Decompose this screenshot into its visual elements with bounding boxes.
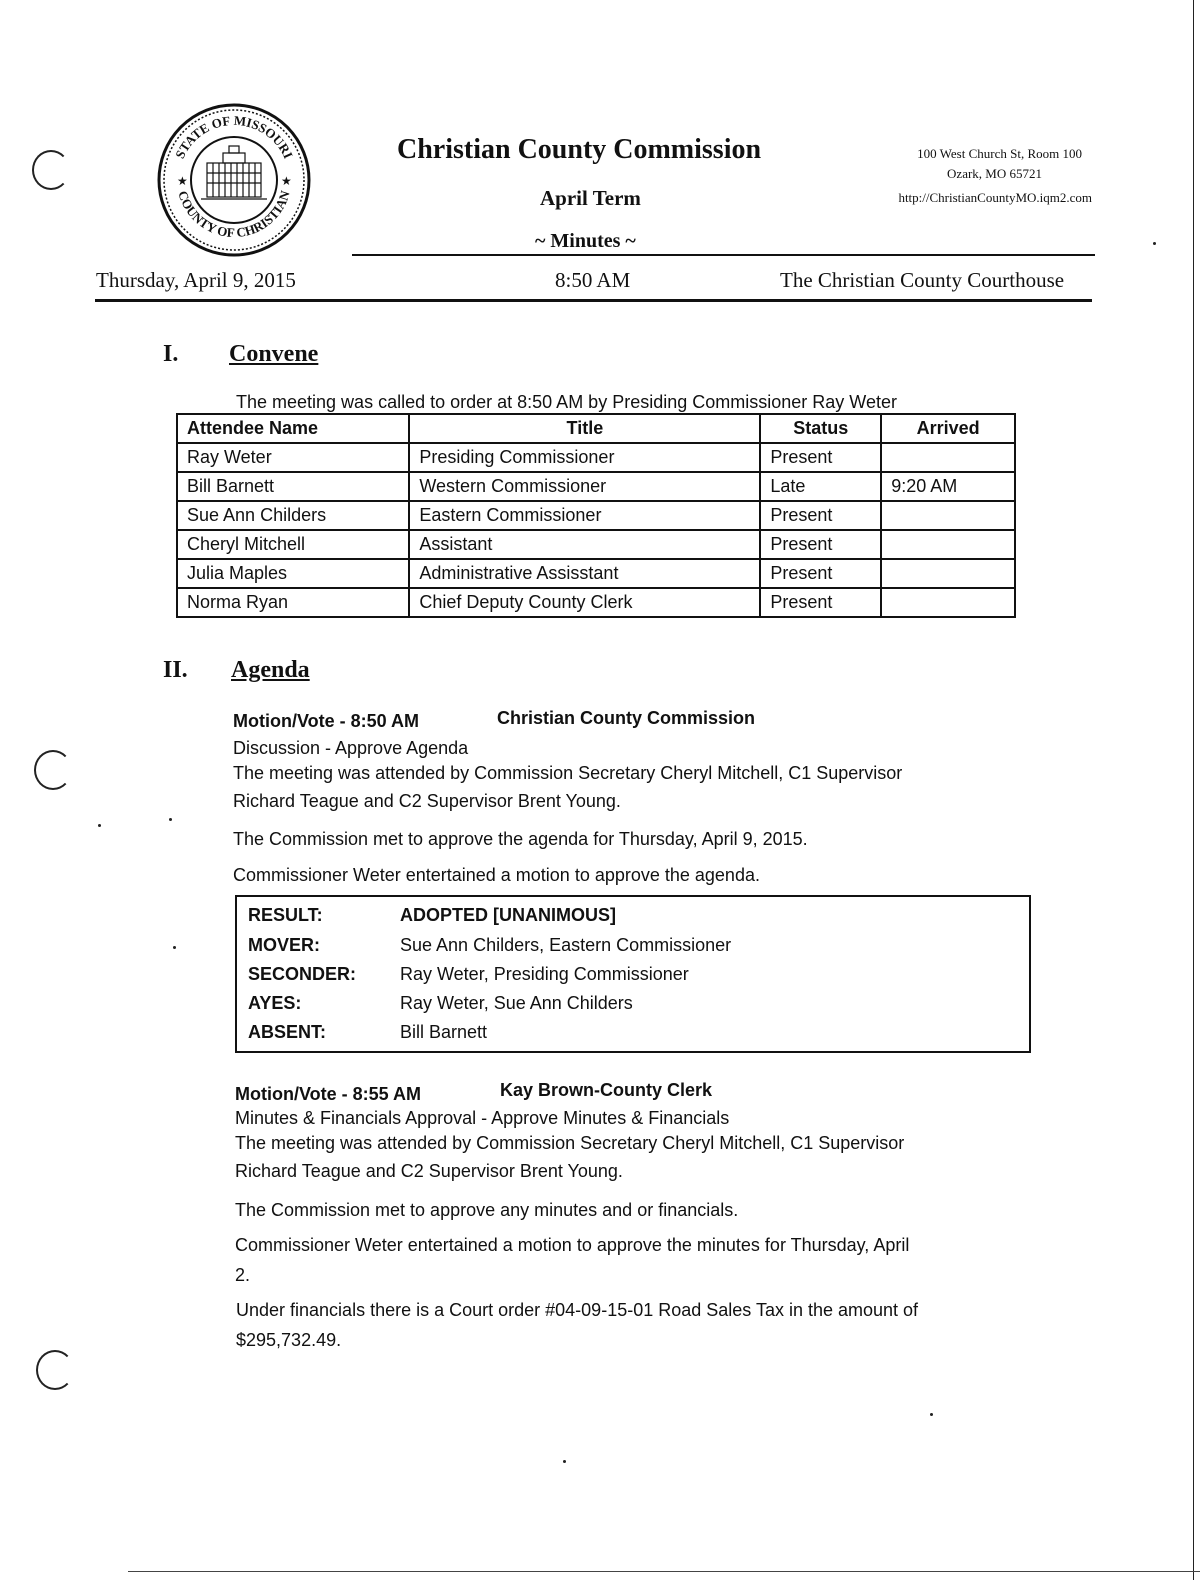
header-rule (352, 254, 1095, 256)
column-header: Arrived (881, 414, 1015, 443)
discussion-line: Minutes & Financials Approval - Approve Minutes & Financials (235, 1108, 730, 1128)
attendee-title: Western Commissioner (409, 472, 760, 501)
attendee-status: Late (760, 472, 881, 501)
attendee-arrived (881, 501, 1015, 530)
column-header: Attendee Name (177, 414, 409, 443)
punch-hole (34, 750, 72, 790)
organization-title: Christian County Commission (397, 134, 762, 165)
table-row (177, 472, 1015, 501)
page-edge (128, 1571, 1200, 1572)
attendee-arrived (881, 530, 1015, 559)
paragraph: Commissioner Weter entertained a motion to approve the agenda. (233, 865, 760, 885)
attended-line: The meeting was attended by Commission Secretary Cheryl Mitchell, C1 Supervisor (235, 1133, 905, 1153)
attendee-status: Present (760, 501, 881, 530)
vote-seconder: Ray Weter, Presiding Commissioner (400, 964, 689, 984)
table-row (177, 559, 1015, 588)
paragraph: The Commission met to approve the agenda for Thursday, April 9, 2015. (233, 829, 808, 849)
document-type: ~ Minutes ~ (535, 230, 636, 252)
vote-result: ADOPTED [UNANIMOUS] (400, 905, 616, 925)
attendee-title: Administrative Assisstant (409, 559, 760, 588)
attendee-title: Assistant (409, 530, 760, 559)
attendee-status: Present (760, 530, 881, 559)
motion-time: Motion/Vote - 8:55 AM (235, 1084, 421, 1104)
vote-result-box (235, 895, 1031, 1053)
punch-hole (32, 150, 70, 190)
section-number: I. (163, 341, 179, 367)
attendee-name: Cheryl Mitchell (177, 530, 409, 559)
attendee-name: Sue Ann Childers (177, 501, 409, 530)
address-line-2: Ozark, MO 65721 (947, 166, 1042, 181)
scan-speck (563, 1460, 566, 1463)
discussion-line: Discussion - Approve Agenda (233, 738, 469, 758)
scan-speck (98, 824, 101, 827)
attendee-status: Present (760, 559, 881, 588)
section-number: II. (163, 657, 188, 683)
county-seal-logo (157, 103, 311, 257)
attendee-arrived (881, 559, 1015, 588)
punch-hole (36, 1350, 74, 1390)
attendee-status: Present (760, 443, 881, 472)
attendee-arrived (881, 588, 1015, 617)
attendee-arrived: 9:20 AM (881, 472, 1015, 501)
vote-ayes: Ray Weter, Sue Ann Childers (400, 993, 633, 1013)
section-title-agenda: Agenda (231, 657, 310, 683)
scan-speck (1153, 242, 1156, 245)
attended-line: The meeting was attended by Commission Secretary Cheryl Mitchell, C1 Supervisor (233, 763, 903, 783)
svg-text:★: ★ (281, 174, 292, 188)
paragraph: 2. (235, 1265, 251, 1285)
paragraph: The Commission met to approve any minutes and or financials. (235, 1200, 739, 1220)
vote-label: SECONDER: (248, 964, 357, 984)
attendee-title: Chief Deputy County Clerk (409, 588, 760, 617)
seal-text-bottom: COUNTY OF CHRISTIAN (175, 188, 293, 241)
vote-absent: Bill Barnett (400, 1022, 488, 1042)
section-title-convene: Convene (229, 341, 319, 367)
seal-text-top: STATE OF MISSOURI (172, 112, 297, 161)
motion-presenter: Kay Brown-County Clerk (500, 1080, 713, 1100)
scan-speck (169, 818, 172, 821)
address-line-1: 100 West Church St, Room 100 (917, 146, 1082, 161)
header-rule (95, 299, 1092, 302)
term-label: April Term (540, 186, 641, 210)
vote-mover: Sue Ann Childers, Eastern Commissioner (400, 935, 732, 955)
vote-label: AYES: (248, 993, 302, 1013)
scan-speck (173, 946, 176, 949)
attendee-title: Presiding Commissioner (409, 443, 760, 472)
attended-line: Richard Teague and C2 Supervisor Brent Young. (235, 1161, 623, 1181)
table-row (177, 443, 1015, 472)
attendee-name: Julia Maples (177, 559, 409, 588)
meeting-location: The Christian County Courthouse (780, 268, 1065, 292)
attendee-name: Norma Ryan (177, 588, 409, 617)
attended-line: Richard Teague and C2 Supervisor Brent Young. (233, 791, 621, 811)
vote-label: MOVER: (248, 935, 320, 955)
paragraph: Commissioner Weter entertained a motion to approve the minutes for Thursday, April (235, 1235, 910, 1255)
page-edge (1193, 0, 1194, 1580)
attendee-title: Eastern Commissioner (409, 501, 760, 530)
vote-label: ABSENT: (248, 1022, 327, 1042)
column-header: Title (409, 414, 760, 443)
table-row (177, 588, 1015, 617)
attendee-status: Present (760, 588, 881, 617)
vote-label: RESULT: (248, 905, 323, 925)
attendee-name: Ray Weter (177, 443, 409, 472)
attendance-table (176, 413, 1016, 618)
table-header-row (177, 414, 1015, 443)
convene-intro: The meeting was called to order at 8:50 AM by Presiding Commissioner Ray Weter (236, 392, 897, 412)
website-link[interactable]: http://ChristianCountyMO.iqm2.com (898, 190, 1092, 205)
motion-presenter: Christian County Commission (497, 708, 756, 728)
column-header: Status (760, 414, 881, 443)
paragraph: Under financials there is a Court order #04-09-15-01 Road Sales Tax in the amount of (236, 1300, 919, 1320)
table-row (177, 530, 1015, 559)
motion-time: Motion/Vote - 8:50 AM (233, 711, 419, 731)
scan-speck (930, 1413, 933, 1416)
meeting-date: Thursday, April 9, 2015 (96, 268, 296, 292)
attendee-arrived (881, 443, 1015, 472)
table-row (177, 501, 1015, 530)
svg-text:★: ★ (177, 174, 188, 188)
meeting-time: 8:50 AM (555, 268, 631, 292)
attendee-name: Bill Barnett (177, 472, 409, 501)
paragraph: $295,732.49. (236, 1330, 342, 1350)
